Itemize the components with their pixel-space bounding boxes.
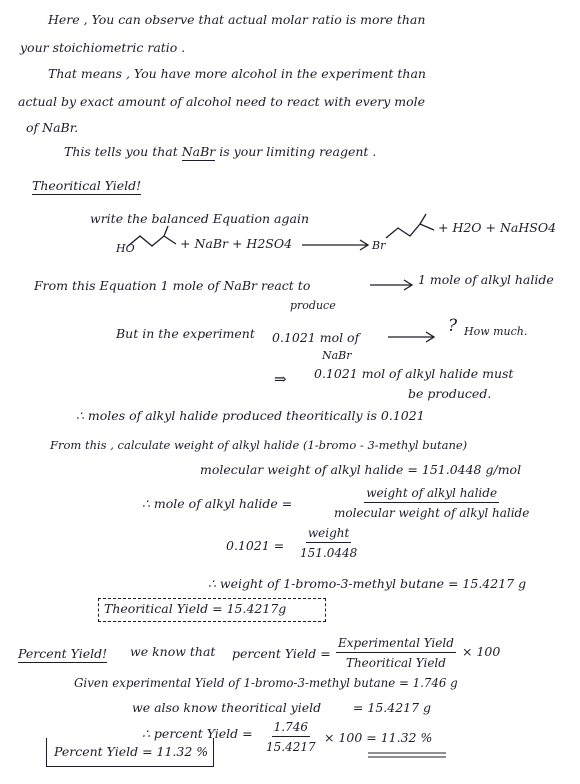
question-mark: ?	[448, 316, 458, 336]
given-experimental-yield: Given experimental Yield of 1-bromo-3-methyl butane = 1.746 g	[74, 676, 458, 690]
percent-calc-result: × 100 = 11.32 %	[324, 730, 433, 745]
intro-line-3: That means , You have more alcohol in the experiment than	[48, 66, 426, 81]
intro-line-2: your stoichiometric ratio .	[20, 40, 186, 55]
theoretical-yield-result: Theoritical Yield = 15.4217g	[104, 601, 287, 616]
but-experiment-text: But in the experiment	[116, 326, 255, 341]
percent-calc-numerator: 1.746	[272, 720, 310, 737]
percent-calc-denominator: 15.4217	[266, 740, 316, 754]
percent-calc-fraction	[266, 720, 316, 754]
mole-fraction-numerator: weight of alkyl halide	[364, 486, 499, 503]
theoretical-yield-known: we also know theoritical yield = 15.4217 g	[132, 700, 432, 715]
implies-arrow: ⇒	[274, 370, 287, 388]
calculate-weight-text: From this , calculate weight of alkyl halide (1-bromo - 3-methyl butane)	[50, 438, 468, 452]
alcohol-skeletal-structure	[128, 226, 188, 252]
intro-line-6c: is your limiting reagent .	[219, 144, 377, 159]
theoretical-yield-heading: Theoritical Yield!	[32, 178, 142, 193]
mole-fraction-denominator: molecular weight of alkyl halide	[334, 506, 530, 520]
value-fraction	[300, 526, 357, 560]
write-equation-text: write the balanced Equation again	[90, 211, 309, 226]
percent-yield-denominator: Theoritical Yield	[345, 656, 446, 670]
intro-line-1: Here , You can observe that actual molar ratio is more than	[48, 12, 426, 27]
arrow-to-alkyl-halide	[370, 280, 416, 290]
percent-yield-result: Percent Yield = 11.32 %	[54, 744, 209, 759]
value-fraction-denominator: 151.0448	[300, 546, 358, 560]
percent-calc-lhs: ∴ percent Yield =	[142, 726, 253, 741]
limiting-reagent-nabr: NaBr	[181, 144, 216, 159]
ho-label: HO	[116, 242, 135, 255]
nabr-label: NaBr	[322, 349, 352, 362]
br-label: Br	[372, 239, 386, 252]
mol-nabr-value: 0.1021 mol of	[272, 330, 360, 345]
how-much-text: How much.	[464, 325, 528, 338]
value-fraction-numerator: weight	[306, 526, 351, 543]
mole-equation-lhs: ∴ mole of alkyl halide =	[142, 496, 293, 511]
times-100: × 100	[462, 644, 501, 659]
weight-result-text: ∴ weight of 1-bromo-3-methyl butane = 15.4217 g	[208, 576, 527, 591]
must-produce-line-1: 0.1021 mol of alkyl halide must	[314, 366, 514, 381]
value-equation-lhs: 0.1021 =	[226, 538, 285, 553]
moles-produced-text: ∴ moles of alkyl halide produced theoritically is 0.1021	[76, 408, 425, 423]
arrow-to-question	[388, 332, 438, 342]
intro-line-6a: This tells you that	[64, 144, 178, 159]
must-produce-line-2: be produced.	[408, 386, 492, 401]
we-know-text: we know that	[130, 644, 216, 659]
percent-yield-fraction	[336, 636, 456, 670]
intro-line-6	[64, 146, 376, 159]
alkyl-halide-skeletal-structure	[386, 214, 442, 244]
result-double-underline	[368, 752, 448, 760]
percent-yield-lhs: percent Yield =	[232, 646, 331, 661]
molecular-weight-text: molecular weight of alkyl halide = 151.0448 g/mol	[200, 462, 522, 477]
from-equation-text: From this Equation 1 mole of NaBr react to	[34, 278, 311, 293]
percent-yield-numerator: Experimental Yield	[336, 636, 456, 653]
reactants-text: + NaBr + H2SO4	[180, 236, 293, 251]
mole-fraction	[334, 486, 529, 520]
intro-line-5: of NaBr.	[26, 120, 79, 135]
percent-yield-heading: Percent Yield!	[18, 646, 108, 661]
intro-line-4: actual by exact amount of alcohol need to react with every mole	[18, 94, 426, 109]
one-mole-alkyl-halide: 1 mole of alkyl halide	[418, 272, 554, 287]
produce-text: produce	[290, 299, 336, 312]
reaction-arrow	[302, 240, 372, 250]
products-text: + H2O + NaHSO4	[438, 220, 557, 235]
